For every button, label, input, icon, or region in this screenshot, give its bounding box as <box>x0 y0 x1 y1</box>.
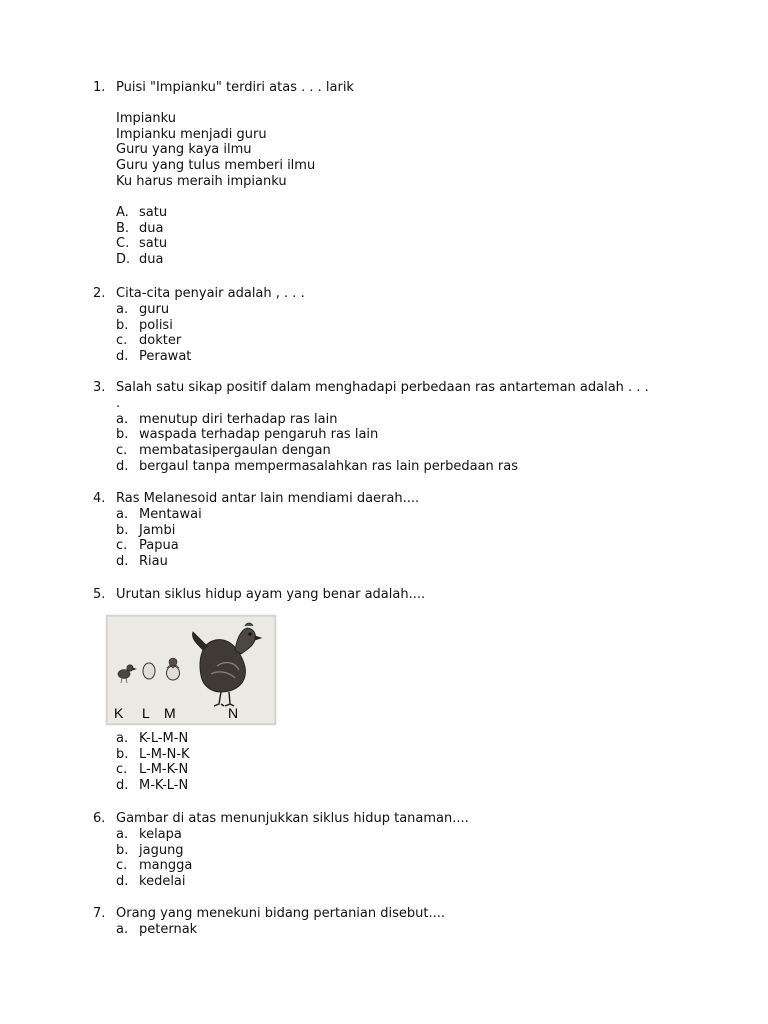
option-letter: b. <box>116 427 129 443</box>
option-c <box>93 858 693 874</box>
option-d <box>93 459 693 475</box>
option-letter: a. <box>116 301 129 317</box>
option-letter: d. <box>116 778 129 794</box>
chicken-life-cycle-image <box>106 615 276 725</box>
option-b <box>93 523 693 539</box>
question-text: Ras Melanesoid antar lain mendiami daerah.... <box>116 491 420 506</box>
question-text: Gambar di atas menunjukkan siklus hidup tanaman.... <box>116 811 469 826</box>
question-text: Urutan siklus hidup ayam yang benar adalah.... <box>116 587 426 602</box>
option-a <box>93 827 693 843</box>
option-letter: B. <box>116 220 130 236</box>
option-b <box>93 221 693 237</box>
option-b <box>93 747 693 763</box>
option-c <box>93 538 693 554</box>
option-letter: A. <box>116 204 129 220</box>
question-number: 4. <box>93 491 106 506</box>
option-c <box>93 762 693 778</box>
option-text: K-L-M-N <box>139 730 189 746</box>
option-b <box>93 427 693 443</box>
question-text: Orang yang menekuni bidang pertanian disebut.... <box>116 906 446 921</box>
option-b <box>93 843 693 859</box>
option-text: waspada terhadap pengaruh ras lain <box>139 427 379 443</box>
option-letter: c. <box>116 538 128 554</box>
option-text: dua <box>139 252 164 268</box>
option-letter: a. <box>116 411 129 427</box>
option-a <box>93 412 693 428</box>
option-letter: d. <box>116 349 129 365</box>
chicken-life-cycle-illustration <box>107 616 275 724</box>
option-text: satu <box>139 236 168 252</box>
question-3 <box>93 380 693 475</box>
question-number: 7. <box>93 906 106 921</box>
question-7 <box>93 906 693 938</box>
figure-label-m: M <box>164 704 176 721</box>
option-text: menutup diri terhadap ras lain <box>139 411 338 427</box>
question-2 <box>93 286 693 365</box>
question-text: Cita-cita penyair adalah , . . . <box>116 286 305 301</box>
question-4 <box>93 491 693 570</box>
option-letter: a. <box>116 506 129 522</box>
option-text: Perawat <box>139 349 192 365</box>
option-text: Mentawai <box>139 506 202 522</box>
figure-label-l: L <box>142 704 150 721</box>
option-text: Riau <box>139 554 168 570</box>
option-text: satu <box>139 204 168 220</box>
question-1 <box>93 80 693 268</box>
option-letter: b. <box>116 746 129 762</box>
question-number: 1. <box>93 80 106 95</box>
option-text: polisi <box>139 317 173 333</box>
option-text: peternak <box>139 921 198 937</box>
option-a <box>93 302 693 318</box>
figure-label-n: N <box>228 704 239 721</box>
option-letter: b. <box>116 317 129 333</box>
option-text: L-M-N-K <box>139 746 190 762</box>
question-number: 2. <box>93 286 106 301</box>
option-letter: d. <box>116 874 129 890</box>
option-d <box>93 252 693 268</box>
poem <box>93 111 693 190</box>
option-text: Jambi <box>139 522 176 538</box>
option-text: membatasipergaulan dengan <box>139 443 331 459</box>
option-letter: c. <box>116 333 128 349</box>
option-letter: a. <box>116 826 129 842</box>
option-letter: C. <box>116 236 130 252</box>
option-letter: c. <box>116 858 128 874</box>
option-letter: a. <box>116 730 129 746</box>
option-text: L-M-K-N <box>139 762 189 778</box>
option-text: jagung <box>139 842 184 858</box>
option-a <box>93 205 693 221</box>
chick-icon <box>118 665 136 683</box>
option-text: kelapa <box>139 826 182 842</box>
question-text: Puisi "Impianku" terdiri atas . . . larik <box>116 80 354 95</box>
option-text: dua <box>139 220 164 236</box>
option-b <box>93 318 693 334</box>
poem-line: Impianku menjadi guru <box>116 126 267 142</box>
question-6 <box>93 811 693 890</box>
option-letter: D. <box>116 252 131 268</box>
option-text: M-K-L-N <box>139 778 189 794</box>
option-letter: d. <box>116 458 129 474</box>
option-letter: d. <box>116 554 129 570</box>
hatching-egg-icon <box>167 658 180 680</box>
poem-line: Guru yang tulus memberi ilmu <box>116 158 316 174</box>
option-a <box>93 731 693 747</box>
option-text: Papua <box>139 538 179 554</box>
question-number: 5. <box>93 587 106 602</box>
question-5 <box>93 587 693 794</box>
option-c <box>93 333 693 349</box>
option-letter: b. <box>116 842 129 858</box>
option-a <box>93 507 693 523</box>
option-d <box>93 874 693 890</box>
option-text: dokter <box>139 333 182 349</box>
option-text: guru <box>139 301 170 317</box>
option-letter: a. <box>116 921 129 937</box>
option-d <box>93 349 693 365</box>
option-letter: c. <box>116 443 128 459</box>
question-number: 3. <box>93 380 106 395</box>
option-text: mangga <box>139 858 193 874</box>
option-c <box>93 236 693 252</box>
poem-line: Ku harus meraih impianku <box>116 173 287 189</box>
option-d <box>93 554 693 570</box>
option-a <box>93 922 693 938</box>
option-d <box>93 778 693 794</box>
question-continuation: . <box>116 395 121 411</box>
option-text: bergaul tanpa mempermasalahkan ras lain perbedaan ras <box>139 458 518 474</box>
poem-line: Guru yang kaya ilmu <box>116 142 252 158</box>
egg-icon <box>143 663 155 679</box>
question-text: Salah satu sikap positif dalam menghadapi perbedaan ras antarteman adalah . . . <box>116 380 649 395</box>
option-letter: b. <box>116 522 129 538</box>
poem-line: Impianku <box>116 110 176 126</box>
question-number: 6. <box>93 811 106 826</box>
hen-icon <box>192 623 261 706</box>
option-text: kedelai <box>139 874 186 890</box>
option-c <box>93 443 693 459</box>
option-letter: c. <box>116 762 128 778</box>
figure-label-k: K <box>114 704 124 721</box>
